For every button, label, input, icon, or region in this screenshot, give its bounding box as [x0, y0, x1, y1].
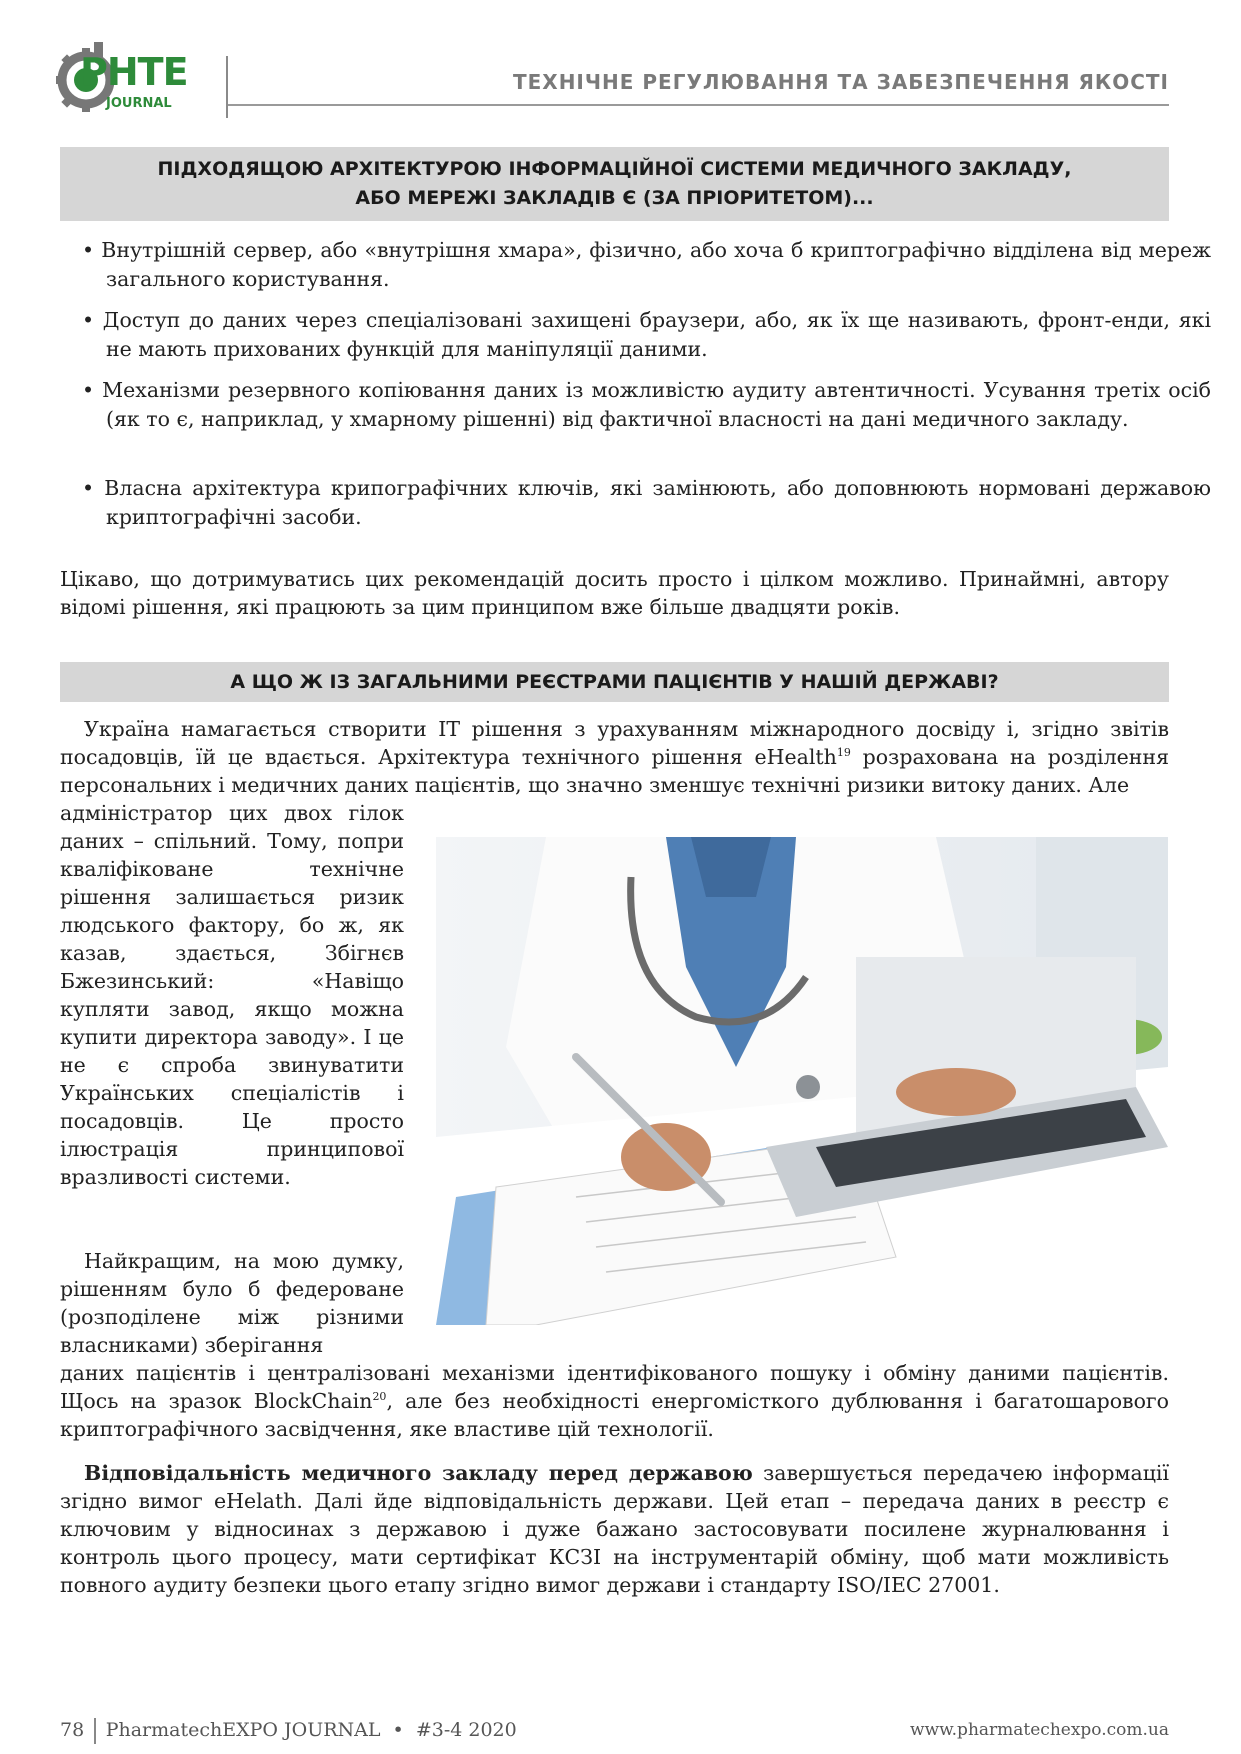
section-title: ТЕХНІЧНЕ РЕГУЛЮВАННЯ ТА ЗАБЕЗПЕЧЕННЯ ЯКОСТІ	[512, 70, 1169, 94]
paragraph-ukraine-part1: Україна намагається створити ІТ рішення з урахуванням міжнародного досвіду і, згідно звітів посадовців, їй це вдається. Архітектура технічного рішення eHealth	[60, 717, 1169, 769]
responsibility-bold: Відповідальність медичного закладу перед державою	[84, 1461, 753, 1485]
header-rule	[228, 104, 1169, 106]
paragraph-best-solution: Найкращим, на мою думку, рішенням було б федероване (розподілене між різними власниками) зберігання	[60, 1249, 404, 1357]
bullet-item: • Механізми резервного копіювання даних із можливістю аудиту автентичності. Усування третіх осіб (як то є, наприклад, у хмарному рішенні) від фактичної власності на дані медичного закладу.	[82, 378, 1211, 431]
logo-subtext: JOURNAL	[106, 96, 172, 111]
footer-separator	[94, 1718, 96, 1744]
page-number: 78	[60, 1719, 85, 1741]
website-link[interactable]: www.pharmatechexpo.com.ua	[910, 1720, 1169, 1740]
footnote-ref[interactable]: 20	[372, 1390, 387, 1404]
paragraph-interesting: Цікаво, що дотримуватись цих рекомендацій досить просто і цілком можливо. Принаймні, автору відомі рішення, які працюють за цим принципом вже більше двадцяти років.	[60, 567, 1169, 619]
doctor-laptop-photo	[436, 837, 1168, 1325]
heading-registries: А ЩО Ж ІЗ ЗАГАЛЬНИМИ РЕЄСТРАМИ ПАЦІЄНТІВ У НАШІЙ ДЕРЖАВІ?	[60, 662, 1169, 702]
journal-name: PharmatechEXPO JOURNAL	[105, 1719, 381, 1741]
responsibility-rest: завершується передачею інформації згідно вимог eHelath. Далі йде відповідальність держави. Цей етап – передача даних в реєстр є ключовим у відносинах з державою і дуже бажано застосовувати посилене журналювання і контроль цього процесу, мати сертифікат КСЗІ на інструментарій обміну, щоб мати можливість повного аудиту безпеки цього етапу згідно вимог держави і стандарту ISO/IEC 27001.	[60, 1461, 1170, 1597]
paragraph-best-part2: , але без необхідності енергомісткого дублювання і багатошарового криптографічного засвідчення, яке властиве цій технології.	[60, 1389, 1169, 1441]
header-divider	[226, 56, 228, 118]
footer-left	[60, 1718, 517, 1744]
paragraph-responsibility	[60, 1459, 1169, 1599]
heading-architecture-line1: ПІДХОДЯЩОЮ АРХІТЕКТУРОЮ ІНФОРМАЦІЙНОЇ СИСТЕМИ МЕДИЧНОГО ЗАКЛАДУ,	[157, 158, 1072, 180]
bullet-item: • Внутрішній сервер, або «внутрішня хмара», фізично, або хоча б криптографічно відділена від мереж загального користування.	[82, 238, 1211, 291]
heading-architecture-line2: АБО МЕРЕЖІ ЗАКЛАДІВ Є (ЗА ПРІОРИТЕТОМ)...	[355, 187, 874, 209]
journal-logo	[56, 40, 188, 124]
footer-dot: •	[392, 1719, 404, 1741]
logo-text: PHTE	[80, 50, 188, 94]
paragraph-ukraine-wrap: адміністратор цих двох гілок даних – спільний. Тому, попри кваліфіковане технічне рішення залишається ризик людського фактору, бо ж, як казав, здається, Збігнєв Бжезинський: «Навіщо купляти завод, якщо можна купити директора заводу». І це не є спроба звинуватити Українських спеціалістів і посадовців. Це просто ілюстрація принципової вразливості системи.	[60, 801, 404, 1189]
paragraph-ukraine-part2: розрахована на розділення персональних і медичних даних пацієнтів, що значно зменшує технічні ризики витоку даних. Але	[60, 745, 1169, 797]
paragraph-ukraine	[60, 715, 1169, 799]
bullet-item: • Власна архітектура крипографічних ключів, які замінюють, або доповнюють нормовані державою криптографічні засоби.	[82, 476, 1211, 529]
footnote-ref[interactable]: 19	[836, 746, 851, 760]
bullet-item: • Доступ до даних через спеціалізовані захищені браузери, або, як їх ще називають, фронт-енди, які не мають прихованих функцій для маніпуляції даними.	[82, 308, 1211, 361]
paragraph-best-solution-cont	[60, 1359, 1169, 1443]
heading-architecture	[60, 147, 1169, 221]
issue-number: #3-4 2020	[415, 1719, 517, 1741]
paragraph-best-part1: даних пацієнтів і централізовані механізми ідентифікованого пошуку і обміну даними пацієнтів. Щось на зразок BlockChain	[60, 1361, 1169, 1413]
